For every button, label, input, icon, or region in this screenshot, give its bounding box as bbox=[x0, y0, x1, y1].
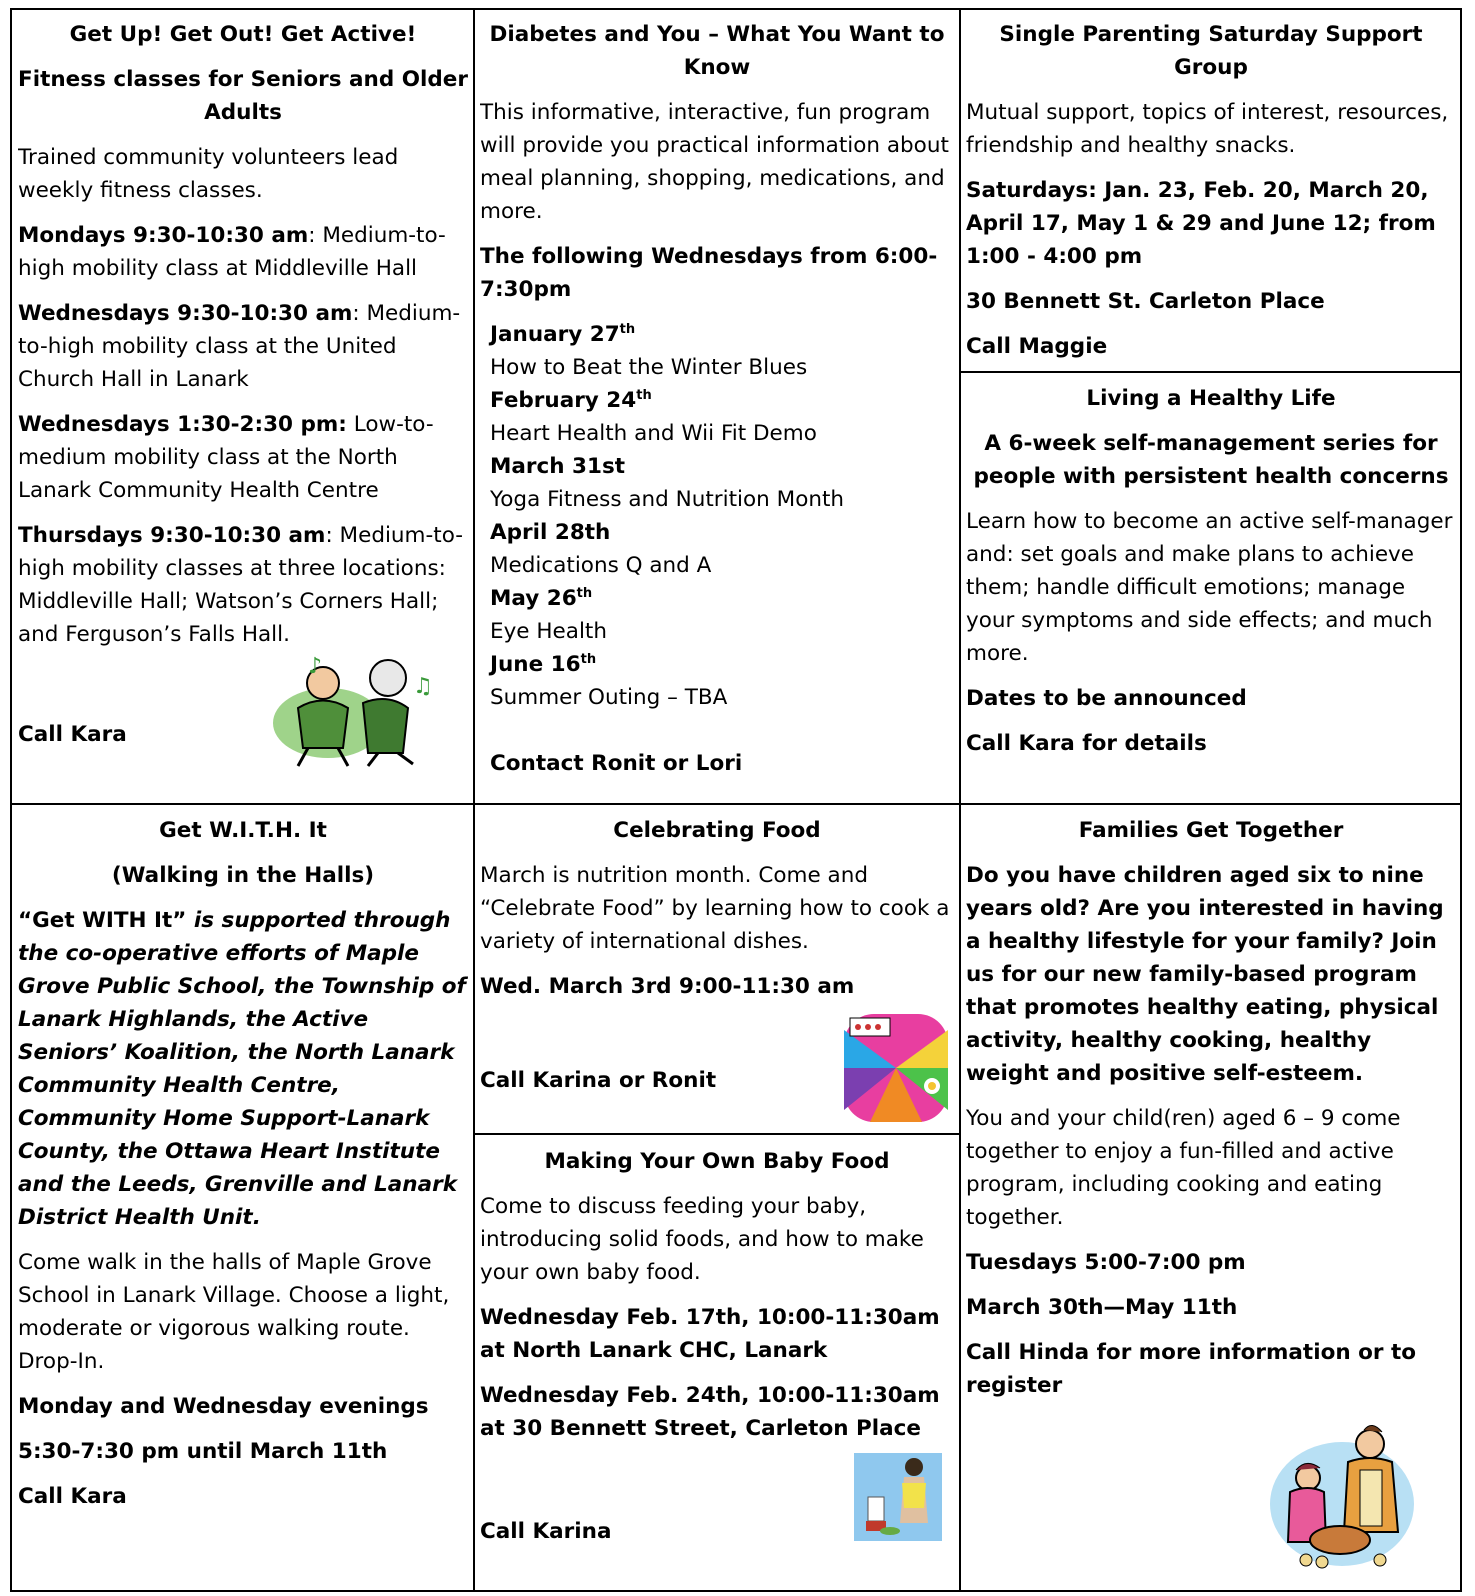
intro-text: This informative, interactive, fun program will provide you practical information about meal planning, shopping, medications, and more. bbox=[480, 100, 949, 224]
contact-text: Call Karina or Ronit bbox=[480, 1068, 717, 1093]
session-date: May 26th bbox=[490, 585, 593, 611]
dancing-seniors-icon bbox=[268, 648, 438, 768]
session-topic: How to Beat the Winter Blues bbox=[490, 355, 808, 380]
divider-col2-bot bbox=[473, 1133, 961, 1135]
dates-text: Saturdays: Jan. 23, Feb. 20, March 20, April 17, May 1 & 29 and June 12; from 1:00 - 4:00 pm bbox=[966, 178, 1436, 269]
diabetes-section bbox=[480, 18, 954, 802]
contact-text: Call Kara bbox=[18, 722, 127, 747]
time-text: 5:30-7:30 pm until March 11th bbox=[18, 1439, 388, 1464]
class-item: Wednesdays 1:30-2:30 pm: Low-to-medium mobility class at the North Lanark Community Health Centre bbox=[18, 412, 434, 503]
intro-text: Trained community volunteers lead weekly fitness classes. bbox=[18, 145, 399, 203]
mother-blender-icon bbox=[854, 1453, 942, 1541]
contact-text: Contact Ronit or Lori bbox=[490, 751, 743, 776]
session-date: January 27th bbox=[490, 321, 636, 347]
fitness-classes-section bbox=[18, 18, 468, 802]
section-title: Single Parenting Saturday Support Group bbox=[999, 22, 1423, 80]
body-text: Come to discuss feeding your baby, introducing solid foods, and how to make your own baby food. bbox=[480, 1194, 924, 1285]
section-subtitle: (Walking in the Halls) bbox=[111, 863, 375, 888]
session-date: June 16th bbox=[490, 651, 597, 677]
class-item: Mondays 9:30-10:30 am: Medium-to-high mobility class at Middleville Hall bbox=[18, 223, 446, 281]
contact-text: Call Hinda for more information or to register bbox=[966, 1340, 1417, 1398]
class-item: Thursdays 9:30-10:30 am: Medium-to-high mobility classes at three locations: Middleville Hall; Watson’s Corners Hall; and Ferguson’s Falls Hall. bbox=[18, 523, 464, 647]
section-subtitle: Fitness classes for Seniors and Older Adults bbox=[18, 67, 468, 125]
lead-text: Do you have children aged six to nine years old? Are you interested in having a healthy lifestyle for your family? Join us for our new family-based program that promotes healthy eating, physical activity, healthy cooking, healthy weight and positive self-esteem. bbox=[966, 863, 1444, 1086]
families-section bbox=[966, 814, 1456, 1586]
section-title: Families Get Together bbox=[1078, 818, 1344, 843]
days-text: Monday and Wednesday evenings bbox=[18, 1394, 429, 1419]
section-title: Celebrating Food bbox=[613, 818, 821, 843]
dates-text: Dates to be announced bbox=[966, 686, 1247, 711]
dates-text: March 30th—May 11th bbox=[966, 1295, 1238, 1320]
session-text: Wednesday Feb. 24th, 10:00-11:30am at 30 Bennett Street, Carleton Place bbox=[480, 1383, 940, 1441]
support-text: “Get WITH It” is supported through the co-operative efforts of Maple Grove Public School, the Township of Lanark Highlands, the Active Seniors’ Koalition, the North Lanark Community Health Centre, Community Home Support-Lanark County, the Ottawa Heart Institute and the Leeds, Grenville and Lanark District Health Unit. bbox=[18, 908, 466, 1230]
section-title: Making Your Own Baby Food bbox=[544, 1149, 890, 1174]
celebrating-food-section bbox=[480, 814, 954, 1132]
section-title: Diabetes and You – What You Want to Know bbox=[489, 22, 945, 80]
section-title: Get Up! Get Out! Get Active! bbox=[69, 22, 417, 47]
family-cooking-icon bbox=[1260, 1422, 1420, 1572]
section-title: Get W.I.T.H. It bbox=[159, 818, 327, 843]
baby-food-section bbox=[480, 1145, 954, 1586]
flyer-grid bbox=[10, 8, 1462, 1592]
location-text: 30 Bennett St. Carleton Place bbox=[966, 289, 1325, 314]
session-date: April 28th bbox=[490, 520, 611, 545]
session-topic: Yoga Fitness and Nutrition Month bbox=[490, 487, 845, 512]
section-subtitle: A 6-week self-management series for people with persistent health concerns bbox=[973, 431, 1449, 489]
intro-text: Mutual support, topics of interest, resources, friendship and healthy snacks. bbox=[966, 100, 1449, 158]
schedule-heading: The following Wednesdays from 6:00-7:30pm bbox=[480, 244, 938, 302]
session-topic: Eye Health bbox=[490, 619, 607, 644]
section-title: Living a Healthy Life bbox=[1086, 386, 1336, 411]
class-item: Wednesdays 9:30-10:30 am: Medium-to-high mobility class at the United Church Hall in Lanark bbox=[18, 301, 461, 392]
session-text: Wednesday Feb. 17th, 10:00-11:30am at North Lanark CHC, Lanark bbox=[480, 1305, 940, 1363]
svg-text:♫: ♫ bbox=[413, 674, 433, 699]
contact-text: Call Maggie bbox=[966, 334, 1108, 359]
time-text: Tuesdays 5:00-7:00 pm bbox=[966, 1250, 1246, 1275]
contact-text: Call Karina bbox=[480, 1519, 612, 1544]
divider-row bbox=[12, 803, 1460, 805]
healthy-life-section bbox=[966, 382, 1456, 802]
body-text: March is nutrition month. Come and “Celebrate Food” by learning how to cook a variety of international dishes. bbox=[480, 863, 950, 954]
contact-text: Call Kara for details bbox=[966, 731, 1207, 756]
divider-col3-top bbox=[959, 371, 1460, 373]
body-text: Learn how to become an active self-manager and: set goals and make plans to achieve them; handle difficult emotions; manage your symptoms and side effects; and much more. bbox=[966, 509, 1453, 666]
session-list bbox=[490, 318, 954, 780]
single-parenting-section bbox=[966, 18, 1456, 370]
body-text: You and your child(ren) aged 6 – 9 come together to enjoy a fun-filled and active program, including cooking and eating together. bbox=[966, 1106, 1401, 1230]
food-collage-icon bbox=[840, 1010, 952, 1126]
divider-col1 bbox=[473, 10, 475, 1590]
session-date: February 24th bbox=[490, 387, 652, 413]
session-date: March 31st bbox=[490, 454, 626, 479]
body-text: Come walk in the halls of Maple Grove School in Lanark Village. Choose a light, moderate or vigorous walking route. Drop-In. bbox=[18, 1250, 450, 1374]
svg-text:♪: ♪ bbox=[308, 654, 323, 679]
session-topic: Heart Health and Wii Fit Demo bbox=[490, 421, 817, 446]
divider-col2 bbox=[959, 10, 961, 1590]
walking-halls-section bbox=[18, 814, 468, 1586]
session-topic: Medications Q and A bbox=[490, 553, 712, 578]
contact-text: Call Kara bbox=[18, 1484, 127, 1509]
session-topic: Summer Outing – TBA bbox=[490, 685, 728, 710]
when-text: Wed. March 3rd 9:00-11:30 am bbox=[480, 974, 855, 999]
